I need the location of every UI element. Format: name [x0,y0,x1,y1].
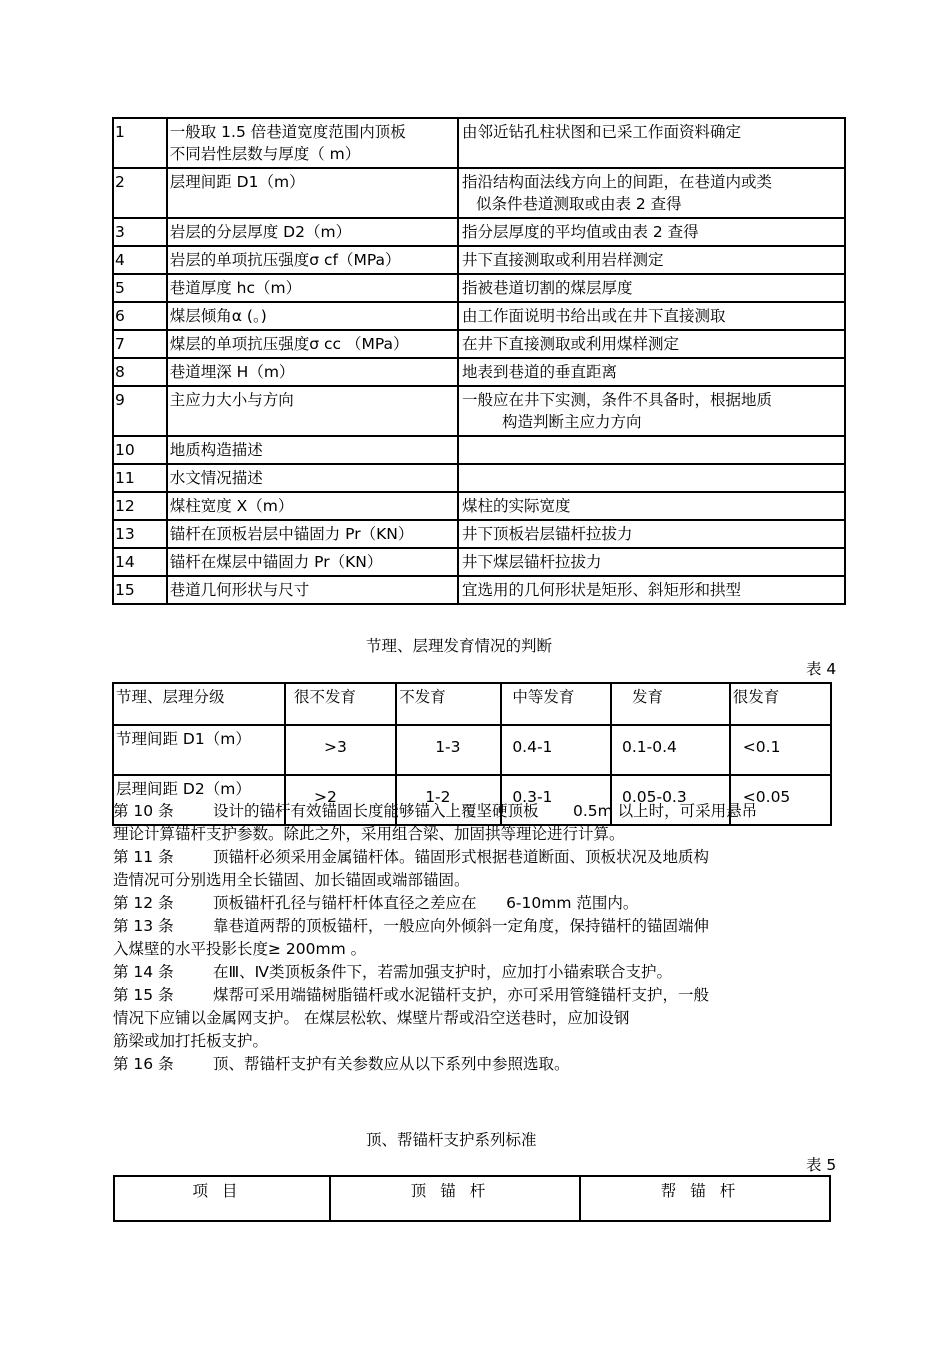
clause [113,984,843,1053]
method-line: 似条件巷道测取或由表 2 查得 [475,195,682,213]
table-row [113,548,845,576]
table5-caption: 顶、帮锚杆支护系列标准 [366,1131,537,1149]
table-row [113,576,845,604]
method-cell [458,386,845,436]
method-cell [458,436,845,464]
table-cell: 0.4-1 [501,725,611,775]
method-cell [458,246,845,274]
method-line: 煤柱的实际宽度 [461,497,571,515]
parameter-line: 水文情况描述 [169,469,263,487]
table-header-cell: 节理、层理分级 [113,683,285,725]
method-cell [458,464,845,492]
anchor-series-table [113,1175,831,1222]
parameter-cell [167,358,458,386]
method-cell [458,302,845,330]
parameter-line: 巷道几何形状与尺寸 [169,581,310,599]
method-line: 在井下直接测取或利用煤样测定 [461,335,679,353]
method-line: 由工作面说明书给出或在井下直接测取 [461,307,726,325]
row-number: 14 [113,548,167,576]
method-line: 井下直接测取或利用岩样测定 [461,251,664,269]
parameter-line: 巷道埋深 H（m） [169,363,295,381]
parameter-line: 层理间距 D1（m） [169,173,305,191]
row-number: 10 [113,436,167,464]
table-row [113,330,845,358]
table-row [113,302,845,330]
parameter-line: 主应力大小与方向 [169,391,294,409]
parameter-cell [167,218,458,246]
parameter-line: 不同岩性层数与厚度（ m） [169,145,361,163]
method-cell [458,168,845,218]
parameter-cell [167,386,458,436]
clause-text: 顶、帮锚杆支护有关参数应从以下系列中参照选取。 [213,1055,570,1073]
clause [113,892,843,915]
row-number: 5 [113,274,167,302]
row-number: 7 [113,330,167,358]
row-number: 11 [113,464,167,492]
method-cell [458,330,845,358]
parameter-line: 煤层的单项抗压强度σ cc （MPa） [169,335,409,353]
table-cell: >3 [285,725,396,775]
table-header-cell: 不发育 [396,683,501,725]
table-cell: <0.1 [730,725,831,775]
clause-text: 造情况可分别选用全长锚固、加长锚固或端部锚固。 [113,871,470,889]
row-number: 4 [113,246,167,274]
table-header-cell: 中等发育 [501,683,611,725]
clause [113,915,843,961]
table-cell: >2 [285,775,396,825]
clause [113,1053,843,1076]
parameter-line: 煤层倾角α (。) [169,307,267,325]
clause-text: 靠巷道两帮的顶板锚杆，一般应向外倾斜一定角度，保持锚杆的锚固端伸 [213,917,710,935]
method-line: 由邻近钻孔柱状图和已采工作面资料确定 [461,123,741,141]
parameter-cell [167,464,458,492]
method-line: 指被巷道切割的煤层厚度 [461,279,633,297]
clause-list [113,800,843,1076]
method-line: 宜选用的几何形状是矩形、斜矩形和拱型 [461,581,741,599]
table-header-row [113,683,831,725]
row-number: 3 [113,218,167,246]
row-number: 15 [113,576,167,604]
parameter-line: 一般取 1.5 倍巷道宽度范围内顶板 [169,123,406,141]
method-cell [458,576,845,604]
table-row [113,520,845,548]
parameter-line: 地质构造描述 [169,441,263,459]
row-number: 8 [113,358,167,386]
parameter-cell [167,246,458,274]
method-line: 一般应在井下实测，条件不具备时，根据地质 [461,391,772,409]
clause-label: 第 13 条 [113,917,174,935]
row-number: 13 [113,520,167,548]
table-cell: <0.05 [730,775,831,825]
method-line: 指沿结构面法线方向上的间距，在巷道内或类 [461,173,772,191]
table-header-cell: 项目 [114,1176,330,1221]
parameter-table [112,117,846,605]
table-row [113,386,845,436]
method-cell [458,358,845,386]
table-header-cell: 顶锚杆 [330,1176,580,1221]
table-header-cell: 帮锚杆 [580,1176,830,1221]
clause-text: 设计的锚杆有效锚固长度能够锚入上覆坚硬顶板 0.5m 以上时，可采用悬吊 [213,802,758,820]
parameter-cell [167,168,458,218]
parameter-line: 煤柱宽度 X（m） [169,497,294,515]
clause-label: 第 15 条 [113,986,174,1004]
table5-number: 表 5 [806,1156,837,1174]
table-header-row [114,1176,830,1221]
clause-text: 情况下应铺以金属网支护。 在煤层松软、煤壁片帮或沿空送巷时，应加设钢 [113,1009,630,1027]
parameter-cell [167,520,458,548]
table-row [113,725,831,775]
parameter-cell [167,330,458,358]
table-cell: 1-2 [396,775,501,825]
row-number: 12 [113,492,167,520]
table-cell: 节理间距 D1（m） [113,725,285,775]
table-row [113,118,845,168]
clause-label: 第 14 条 [113,963,174,981]
parameter-cell [167,576,458,604]
parameter-cell [167,118,458,168]
clause [113,961,843,984]
clause-label: 第 10 条 [113,802,174,820]
table-row [113,358,845,386]
table4-number: 表 4 [806,660,837,678]
table-row [113,246,845,274]
clause-label: 第 16 条 [113,1055,174,1073]
method-line: 井下煤层锚杆拉拔力 [461,553,602,571]
row-number: 9 [113,386,167,436]
table-row [113,168,845,218]
method-line: 构造判断主应力方向 [501,413,642,431]
row-number: 1 [113,118,167,168]
method-cell [458,520,845,548]
clause-text: 在Ⅲ、Ⅳ类顶板条件下，若需加强支护时，应加打小锚索联合支护。 [213,963,672,981]
row-number: 2 [113,168,167,218]
parameter-line: 岩层的分层厚度 D2（m） [169,223,352,241]
clause-text: 理论计算锚杆支护参数。除此之外，采用组合梁、加固拱等理论进行计算。 [113,825,625,843]
clause-text: 筋梁或加打托板支护。 [113,1032,269,1050]
clause-text: 入煤壁的水平投影长度≥ 200mm 。 [113,940,367,958]
parameter-line: 锚杆在顶板岩层中锚固力 Pr（KN） [169,525,414,543]
method-cell [458,548,845,576]
clause-text: 煤帮可采用端锚树脂锚杆或水泥锚杆支护，亦可采用管缝锚杆支护，一般 [213,986,710,1004]
clause-text: 顶板锚杆孔径与锚杆杆体直径之差应在 6-10mm 范围内。 [213,894,639,912]
clause-text: 顶锚杆必须采用金属锚杆体。锚固形式根据巷道断面、顶板状况及地质构 [213,848,710,866]
table-header-cell: 发育 [611,683,730,725]
method-line: 井下顶板岩层锚杆拉拔力 [461,525,633,543]
parameter-cell [167,548,458,576]
table-row [113,274,845,302]
parameter-cell [167,274,458,302]
method-cell [458,118,845,168]
parameter-line: 锚杆在煤层中锚固力 Pr（KN） [169,553,383,571]
table-cell: 0.3-1 [501,775,611,825]
parameter-cell [167,436,458,464]
method-line: 指分层厚度的平均值或由表 2 查得 [461,223,699,241]
table-cell: 层理间距 D2（m） [113,775,285,825]
table-row [113,464,845,492]
table-header-cell: 很发育 [730,683,831,725]
parameter-line: 巷道厚度 hc（m） [169,279,302,297]
method-cell [458,218,845,246]
table-header-cell: 很不发育 [285,683,396,725]
method-cell [458,492,845,520]
parameter-cell [167,302,458,330]
row-number: 6 [113,302,167,330]
clause [113,846,843,892]
table-row [113,218,845,246]
clause [113,800,843,846]
table-row [113,436,845,464]
clause-label: 第 11 条 [113,848,174,866]
parameter-cell [167,492,458,520]
method-line: 地表到巷道的垂直距离 [461,363,617,381]
table-cell: 1-3 [396,725,501,775]
table-cell: 0.05-0.3 [611,775,730,825]
table-cell: 0.1-0.4 [611,725,730,775]
table-row [113,492,845,520]
table4-caption: 节理、层理发育情况的判断 [366,637,553,655]
parameter-line: 岩层的单项抗压强度σ cf（MPa） [169,251,401,269]
clause-label: 第 12 条 [113,894,174,912]
method-cell [458,274,845,302]
